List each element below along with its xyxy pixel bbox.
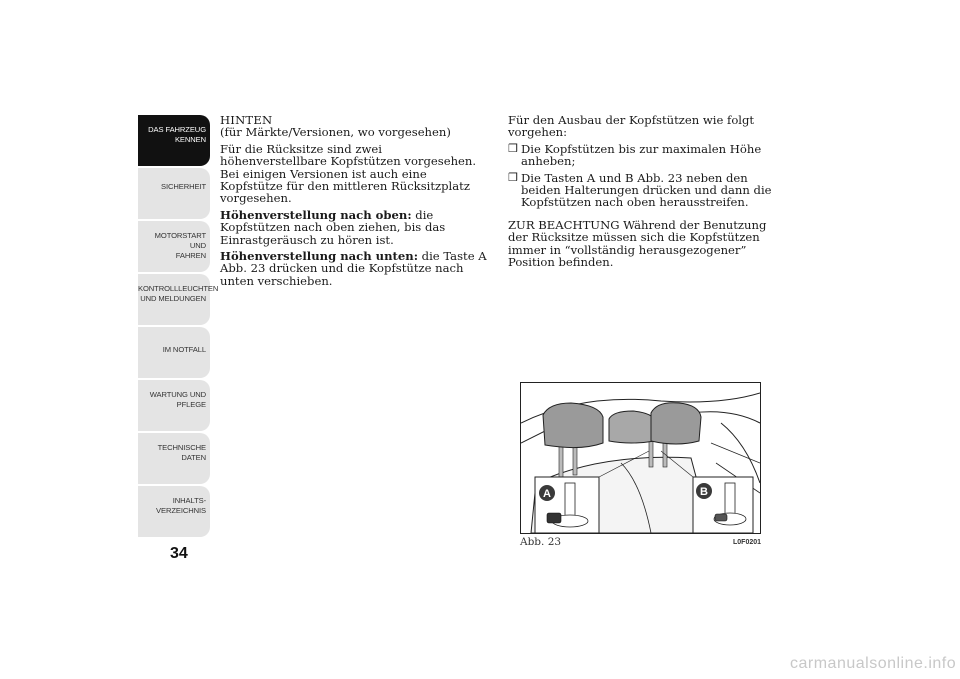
tab-im-notfall[interactable] (138, 327, 210, 378)
button-b-icon (715, 514, 727, 521)
figure-code: L0F0201 (733, 539, 762, 546)
left-text-column (220, 114, 492, 291)
height-down-paragraph (220, 250, 492, 287)
tab-label-line2: PFLEGE (176, 400, 206, 409)
checkbox-bullet-icon: ❒ (508, 170, 518, 184)
tab-label-line2: FAHREN (175, 251, 206, 260)
height-up-text: die Kopfstützen nach oben ziehen, bis das Einrastgeräusch zu hören ist. (220, 207, 446, 247)
headrest-figure (520, 382, 761, 534)
tab-label-line2: UND MELDUNGEN (140, 294, 206, 303)
tab-das-fahrzeug-kennen[interactable] (138, 115, 210, 166)
tab-label-line1: MOTORSTART UND (154, 231, 206, 250)
intro-paragraph: Für die Rücksitze sind zwei höhenverstellbare Kopfstützen vorgesehen. Bei einigen Versionen ist auch eine Kopfstütze für den mittleren Rücksitzplatz vorgesehen. (220, 141, 477, 206)
section-subheading: (für Märkte/Versionen, wo vorgesehen) (220, 125, 451, 140)
tab-label-line2: VERZEICHNIS (156, 506, 206, 515)
label-b: B (700, 486, 708, 498)
height-down-text: die Taste A Abb. 23 drücken und die Kopfstütze nach unten verschieben. (220, 249, 487, 288)
button-a-icon (547, 513, 561, 523)
tab-wartung-und-pflege[interactable] (138, 380, 210, 431)
tab-kontrollleuchten[interactable] (138, 274, 219, 325)
tab-sicherheit[interactable] (138, 168, 210, 219)
height-up-paragraph (220, 209, 492, 246)
tab-label-line2: KENNEN (174, 135, 206, 144)
tab-label-line1: TECHNISCHE (157, 443, 206, 452)
page-number: 34 (170, 545, 188, 562)
height-up-label: Höhenverstellung nach oben: (220, 207, 412, 222)
removal-intro: Für den Ausbau der Kopfstützen wie folgt vorgehen: (508, 113, 755, 140)
tab-technische-daten[interactable] (138, 433, 210, 484)
chapter-sidebar (138, 115, 219, 539)
right-text-column (508, 114, 780, 272)
note-paragraph: ZUR BEACHTUNG Während der Benutzung der Rücksitze müssen sich die Kopfstützen immer in “vollständig herausgezogener” Position befinden. (508, 217, 767, 270)
tab-label-line1: WARTUNG UND (149, 390, 206, 399)
watermark: carmanualsonline.info (790, 655, 957, 672)
height-down-label: Höhenverstellung nach unten: (220, 249, 418, 264)
tab-motorstart-und-fahren[interactable] (138, 221, 210, 272)
tab-label-line1: SICHERHEIT (161, 182, 206, 191)
tab-label-line1: IM NOTFALL (162, 345, 206, 354)
list-item-text: Die Tasten A und B Abb. 23 neben den beiden Halterungen drücken und dann die Kopfstützen nach oben herausstreifen. (521, 170, 772, 210)
tab-label-line1: KONTROLLLEUCHTEN (138, 284, 219, 293)
tab-inhaltsverzeichnis[interactable] (138, 486, 210, 537)
list-item (508, 143, 780, 168)
list-item-text: Die Kopfstützen bis zur maximalen Höhe anheben; (521, 141, 762, 169)
headrest-illustration (521, 383, 760, 533)
tab-label-line1: DAS FAHRZEUG (148, 125, 206, 134)
label-a: A (543, 488, 551, 500)
tab-label-line1: INHALTS- (172, 496, 206, 505)
figure-caption: Abb. 23 (520, 536, 562, 548)
list-item (508, 172, 780, 209)
checkbox-bullet-icon: ❒ (508, 141, 518, 155)
tab-label-line2: DATEN (181, 453, 206, 462)
section-heading: HINTEN (220, 113, 273, 127)
